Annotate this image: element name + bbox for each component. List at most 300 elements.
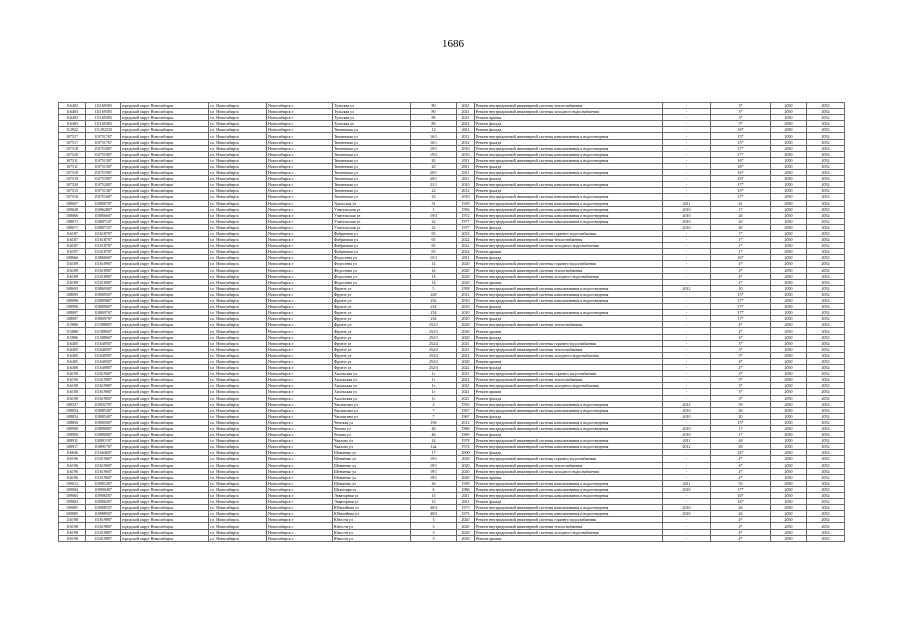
building-id-cell: 116403 (59, 103, 86, 109)
building-id-cell: 107520 (59, 151, 86, 157)
service-years-cell: 3* (711, 377, 771, 383)
house-number-cell: 252/2 (411, 352, 457, 358)
house-number-cell: 19/1 (411, 145, 457, 151)
settlement-cell: г.о. Новосибирск (209, 346, 267, 352)
previous-repair-year-cell: - (663, 322, 711, 328)
build-year-cell: 2020 (457, 328, 475, 334)
build-year-cell: 1967 (457, 413, 475, 419)
plan-end-year-cell: 2052 (807, 456, 845, 462)
municipality-cell: городской округ Новосибирск (121, 340, 209, 346)
building-id-cell: 116187 (59, 237, 86, 243)
building-id-cell: 108067 (59, 200, 86, 206)
house-number-cell: 1г (411, 395, 457, 401)
building-id-cell: 116198 (59, 517, 86, 523)
plan-end-year-cell: 2052 (807, 212, 845, 218)
settlement-cell: г.о. Новосибирск (209, 529, 267, 535)
street-cell: Фрунзе ул (333, 322, 411, 328)
plan-end-year-cell: 2052 (807, 237, 845, 243)
plan-end-year-cell: 2052 (807, 291, 845, 297)
settlement-cell: г.о. Новосибирск (209, 499, 267, 505)
build-year-cell: 2020 (457, 261, 475, 267)
build-year-cell: 2011 (457, 170, 475, 176)
service-years-cell: 3* (711, 109, 771, 115)
work-type-cell: Ремонт внутридомовой инженерной системы холодного водоснабжения (475, 383, 663, 389)
work-type-cell: Ремонт фасада (475, 176, 663, 182)
city-cell: Новосибирск г (267, 450, 333, 456)
plan-end-year-cell: 2052 (807, 334, 845, 340)
table-row (59, 535, 845, 541)
service-years-cell: 4* (711, 267, 771, 273)
plan-end-year-cell: 2052 (807, 511, 845, 517)
street-cell: Тюменская ул (333, 151, 411, 157)
service-years-cell: 4* (711, 273, 771, 279)
work-type-cell: Ремонт внутридомовой инженерной системы канализования и водоотведения (475, 194, 663, 200)
municipality-cell: городской округ Новосибирск (121, 316, 209, 322)
build-year-cell: 2010 (457, 145, 475, 151)
build-year-cell: 1967 (457, 407, 475, 413)
municipality-cell: городской округ Новосибирск (121, 523, 209, 529)
settlement-cell: г.о. Новосибирск (209, 298, 267, 304)
plan-end-year-cell: 2052 (807, 206, 845, 212)
previous-repair-year-cell: - (663, 237, 711, 243)
house-number-cell: 46 (411, 432, 457, 438)
previous-repair-year-cell: - (663, 188, 711, 194)
building-id-cell: 108917 (59, 444, 86, 450)
fias-code-cell: 111618707 (86, 243, 121, 249)
street-cell: Чкалова ул (333, 444, 411, 450)
service-years-cell: 4* (711, 517, 771, 523)
municipality-cell: городской округ Новосибирск (121, 395, 209, 401)
plan-end-year-cell: 2052 (807, 383, 845, 389)
plan-start-year-cell: 2050 (771, 425, 807, 431)
city-cell: Новосибирск г (267, 103, 333, 109)
street-cell: Фрунзе ул (333, 358, 411, 364)
build-year-cell: 2011 (457, 163, 475, 169)
street-cell: Тюменская ул (333, 163, 411, 169)
previous-repair-year-cell: - (663, 176, 711, 182)
service-years-cell: 16* (711, 157, 771, 163)
building-id-cell: 109012 (59, 480, 86, 486)
service-years-cell: 15* (711, 188, 771, 194)
city-cell: Новосибирск г (267, 419, 333, 425)
fias-code-cell: 110890007 (86, 425, 121, 431)
previous-repair-year-cell: - (663, 334, 711, 340)
plan-end-year-cell: 2052 (807, 279, 845, 285)
plan-end-year-cell: 2052 (807, 468, 845, 474)
city-cell: Новосибирск г (267, 383, 333, 389)
previous-repair-year-cell: - (663, 346, 711, 352)
house-number-cell: 1 (411, 206, 457, 212)
municipality-cell: городской округ Новосибирск (121, 322, 209, 328)
building-id-cell: 109628 (59, 206, 86, 212)
street-cell: Фабричная ул (333, 237, 411, 243)
service-years-cell: 2* (711, 365, 771, 371)
build-year-cell: 2010 (457, 194, 475, 200)
build-year-cell: 1955 (457, 401, 475, 407)
plan-end-year-cell: 2052 (807, 413, 845, 419)
fias-code-cell: 110866607 (86, 255, 121, 261)
settlement-cell: г.о. Новосибирск (209, 438, 267, 444)
settlement-cell: г.о. Новосибирск (209, 480, 267, 486)
work-type-cell: Ремонт внутридомовой инженерной системы холодного водоснабжения (475, 109, 663, 115)
building-id-cell: 116405 (59, 358, 86, 364)
previous-repair-year-cell: - (663, 340, 711, 346)
house-number-cell: 252/2 (411, 340, 457, 346)
house-number-cell: 20 (411, 163, 457, 169)
settlement-cell: г.о. Новосибирск (209, 291, 267, 297)
fias-code-cell: 110751907 (86, 176, 121, 182)
settlement-cell: г.о. Новосибирск (209, 328, 267, 334)
previous-repair-year-cell: - (663, 499, 711, 505)
municipality-cell: городской округ Новосибирск (121, 365, 209, 371)
house-number-cell: 14 (411, 279, 457, 285)
build-year-cell: 2012 (457, 419, 475, 425)
build-year-cell: 2021 (457, 389, 475, 395)
fias-code-cell: 111169383 (86, 109, 121, 115)
building-id-cell: 116198 (59, 535, 86, 541)
settlement-cell: г.о. Новосибирск (209, 139, 267, 145)
plan-end-year-cell: 2052 (807, 438, 845, 444)
plan-start-year-cell: 2050 (771, 383, 807, 389)
plan-end-year-cell: 2052 (807, 218, 845, 224)
plan-end-year-cell: 2052 (807, 273, 845, 279)
previous-repair-year-cell: - (663, 279, 711, 285)
house-number-cell: 65 (411, 249, 457, 255)
plan-end-year-cell: 2052 (807, 151, 845, 157)
city-cell: Новосибирск г (267, 334, 333, 340)
house-number-cell: 14 (411, 267, 457, 273)
service-years-cell: 17* (711, 194, 771, 200)
service-years-cell: 3* (711, 340, 771, 346)
plan-start-year-cell: 2050 (771, 103, 807, 109)
municipality-cell: городской округ Новосибирск (121, 438, 209, 444)
work-type-cell: Ремонт фасада (475, 365, 663, 371)
previous-repair-year-cell: 2010 (663, 486, 711, 492)
house-number-cell: 80 (411, 109, 457, 115)
city-cell: Новосибирск г (267, 285, 333, 291)
municipality-cell: городской округ Новосибирск (121, 468, 209, 474)
municipality-cell: городской округ Новосибирск (121, 243, 209, 249)
building-id-cell: 108097 (59, 316, 86, 322)
service-years-cell: 53 (711, 480, 771, 486)
city-cell: Новосибирск г (267, 200, 333, 206)
city-cell: Новосибирск г (267, 322, 333, 328)
service-years-cell: 4* (711, 334, 771, 340)
plan-end-year-cell: 2052 (807, 395, 845, 401)
city-cell: Новосибирск г (267, 298, 333, 304)
building-id-cell: 116403 (59, 109, 86, 115)
fias-code-cell: 111619007 (86, 383, 121, 389)
municipality-cell: городской округ Новосибирск (121, 139, 209, 145)
city-cell: Новосибирск г (267, 456, 333, 462)
build-year-cell: 2020 (457, 279, 475, 285)
plan-start-year-cell: 2050 (771, 365, 807, 371)
plan-start-year-cell: 2050 (771, 273, 807, 279)
street-cell: Хилокская ул (333, 395, 411, 401)
plan-start-year-cell: 2050 (771, 493, 807, 499)
build-year-cell: 1969 (457, 432, 475, 438)
house-number-cell: 14 (411, 438, 457, 444)
plan-start-year-cell: 2050 (771, 395, 807, 401)
plan-end-year-cell: 2052 (807, 462, 845, 468)
fias-code-cell: 110809707 (86, 316, 121, 322)
previous-repair-year-cell: - (663, 352, 711, 358)
house-number-cell: 22 (411, 188, 457, 194)
settlement-cell: г.о. Новосибирск (209, 206, 267, 212)
previous-repair-year-cell: - (663, 316, 711, 322)
house-number-cell: 19/2 (411, 151, 457, 157)
city-cell: Новосибирск г (267, 310, 333, 316)
fias-code-cell: 110809507 (86, 291, 121, 297)
plan-start-year-cell: 2050 (771, 255, 807, 261)
municipality-cell: городской округ Новосибирск (121, 419, 209, 425)
plan-start-year-cell: 2050 (771, 413, 807, 419)
building-id-cell: 108095 (59, 291, 86, 297)
build-year-cell: 2011 (457, 255, 475, 261)
building-id-cell: 107516 (59, 194, 86, 200)
plan-end-year-cell: 2052 (807, 352, 845, 358)
plan-start-year-cell: 2050 (771, 505, 807, 511)
work-type-cell: Ремонт крыши (475, 249, 663, 255)
build-year-cell: 2020 (457, 456, 475, 462)
settlement-cell: г.о. Новосибирск (209, 407, 267, 413)
plan-start-year-cell: 2050 (771, 133, 807, 139)
street-cell: Тюменская ул (333, 188, 411, 194)
building-id-cell: 116187 (59, 249, 86, 255)
building-id-cell: 116189 (59, 273, 86, 279)
house-number-cell: 19/1 (411, 462, 457, 468)
building-id-cell: 112922 (59, 127, 86, 133)
building-id-cell: 108097 (59, 310, 86, 316)
street-cell: Фрунзе ул (333, 304, 411, 310)
building-id-cell: 107520 (59, 182, 86, 188)
house-number-cell: 19/3 (411, 212, 457, 218)
plan-start-year-cell: 2050 (771, 401, 807, 407)
plan-end-year-cell: 2052 (807, 176, 845, 182)
service-years-cell: 4* (711, 456, 771, 462)
work-type-cell: Ремонт внутридомовой инженерной системы горячего водоснабжения (475, 261, 663, 267)
register-body (59, 103, 845, 542)
city-cell: Новосибирск г (267, 127, 333, 133)
city-cell: Новосибирск г (267, 273, 333, 279)
plan-start-year-cell: 2050 (771, 139, 807, 145)
plan-end-year-cell: 2052 (807, 243, 845, 249)
street-cell: Фрунзе ул (333, 291, 411, 297)
building-id-cell: 116403 (59, 121, 86, 127)
city-cell: Новосибирск г (267, 505, 333, 511)
fias-code-cell: 110751907 (86, 170, 121, 176)
plan-end-year-cell: 2052 (807, 419, 845, 425)
work-type-cell: Ремонт внутридомовой инженерной системы теплоснабжения (475, 346, 663, 352)
municipality-cell: городской округ Новосибирск (121, 511, 209, 517)
fias-code-cell: 110906507 (86, 493, 121, 499)
building-id-cell: 116187 (59, 230, 86, 236)
plan-start-year-cell: 2050 (771, 444, 807, 450)
plan-start-year-cell: 2050 (771, 151, 807, 157)
plan-start-year-cell: 2050 (771, 328, 807, 334)
work-type-cell: Ремонт внутридомовой инженерной системы холодного водоснабжения (475, 468, 663, 474)
municipality-cell: городской округ Новосибирск (121, 157, 209, 163)
street-cell: Тюменская ул (333, 157, 411, 163)
fias-code-cell: 110901207 (86, 480, 121, 486)
municipality-cell: городской округ Новосибирск (121, 505, 209, 511)
plan-end-year-cell: 2052 (807, 377, 845, 383)
street-cell: Фрунзе ул (333, 365, 411, 371)
previous-repair-year-cell: - (663, 365, 711, 371)
street-cell: Учительская ул (333, 212, 411, 218)
previous-repair-year-cell: 2010 (663, 425, 711, 431)
fias-code-cell: 110806707 (86, 200, 121, 206)
municipality-cell: городской округ Новосибирск (121, 249, 209, 255)
house-number-cell: 252/1 (411, 322, 457, 328)
build-year-cell: 2020 (457, 462, 475, 468)
street-cell: Шекспира ул (333, 486, 411, 492)
work-type-cell: Ремонт внутридомовой инженерной системы канализования и водоотведения (475, 401, 663, 407)
work-type-cell: Ремонт фасада (475, 224, 663, 230)
fias-code-cell: 111169383 (86, 115, 121, 121)
settlement-cell: г.о. Новосибирск (209, 237, 267, 243)
fias-code-cell: 111619807 (86, 517, 121, 523)
municipality-cell: городской округ Новосибирск (121, 352, 209, 358)
service-years-cell: 4* (711, 535, 771, 541)
service-years-cell: 59 (711, 401, 771, 407)
settlement-cell: г.о. Новосибирск (209, 371, 267, 377)
work-type-cell: Ремонт внутридомовой инженерной системы канализования и водоотведения (475, 170, 663, 176)
fias-code-cell: 111588607 (86, 334, 121, 340)
work-type-cell: Ремонт внутридомовой инженерной системы канализования и водоотведения (475, 493, 663, 499)
plan-end-year-cell: 2052 (807, 267, 845, 273)
city-cell: Новосибирск г (267, 371, 333, 377)
city-cell: Новосибирск г (267, 170, 333, 176)
building-id-cell: 116405 (59, 346, 86, 352)
house-number-cell: 19/1 (411, 468, 457, 474)
work-type-cell: Ремонт крыши (475, 115, 663, 121)
settlement-cell: г.о. Новосибирск (209, 145, 267, 151)
service-years-cell: 26 (711, 212, 771, 218)
municipality-cell: городской округ Новосибирск (121, 267, 209, 273)
city-cell: Новосибирск г (267, 425, 333, 431)
build-year-cell: 2010 (457, 182, 475, 188)
house-number-cell: 252/1 (411, 328, 457, 334)
previous-repair-year-cell: - (663, 419, 711, 425)
previous-repair-year-cell: - (663, 377, 711, 383)
work-type-cell: Ремонт крыши (475, 279, 663, 285)
fias-code-cell: 110885407 (86, 413, 121, 419)
previous-repair-year-cell: - (663, 255, 711, 261)
plan-end-year-cell: 2052 (807, 285, 845, 291)
plan-start-year-cell: 2050 (771, 371, 807, 377)
city-cell: Новосибирск г (267, 163, 333, 169)
house-number-cell: 13 (411, 499, 457, 505)
plan-start-year-cell: 2050 (771, 462, 807, 468)
street-cell: Уральская ул (333, 200, 411, 206)
service-years-cell: 4* (711, 279, 771, 285)
house-number-cell: 31 (411, 200, 457, 206)
service-years-cell: 17 (711, 432, 771, 438)
plan-end-year-cell: 2052 (807, 444, 845, 450)
work-type-cell: Ремонт фасада (475, 334, 663, 340)
street-cell: Фрунзе ул (333, 328, 411, 334)
fias-code-cell: 111169383 (86, 103, 121, 109)
plan-start-year-cell: 2050 (771, 304, 807, 310)
previous-repair-year-cell: - (663, 298, 711, 304)
settlement-cell: г.о. Новосибирск (209, 365, 267, 371)
municipality-cell: городской округ Новосибирск (121, 261, 209, 267)
house-number-cell: 14 (411, 273, 457, 279)
house-number-cell: 46 (411, 425, 457, 431)
fias-code-cell: 111640807 (86, 365, 121, 371)
city-cell: Новосибирск г (267, 395, 333, 401)
work-type-cell: Ремонт внутридомовой инженерной системы горячего водоснабжения (475, 230, 663, 236)
street-cell: Чехова ул (333, 432, 411, 438)
service-years-cell: 17* (711, 145, 771, 151)
city-cell: Новосибирск г (267, 517, 333, 523)
settlement-cell: г.о. Новосибирск (209, 261, 267, 267)
house-number-cell: 252/2 (411, 358, 457, 364)
previous-repair-year-cell: - (663, 145, 711, 151)
building-id-cell: 116189 (59, 267, 86, 273)
work-type-cell: Ремонт фасада (475, 450, 663, 456)
settlement-cell: г.о. Новосибирск (209, 212, 267, 218)
house-number-cell: 7 (411, 407, 457, 413)
settlement-cell: г.о. Новосибирск (209, 188, 267, 194)
plan-start-year-cell: 2050 (771, 419, 807, 425)
service-years-cell: 26 (711, 505, 771, 511)
city-cell: Новосибирск г (267, 529, 333, 535)
previous-repair-year-cell: 2010 (663, 206, 711, 212)
work-type-cell: Ремонт внутридомовой инженерной системы теплоснабжения (475, 267, 663, 273)
plan-end-year-cell: 2052 (807, 529, 845, 535)
house-number-cell: 80 (411, 103, 457, 109)
street-cell: Федосеева ул (333, 273, 411, 279)
work-type-cell: Ремонт внутридомовой инженерной системы канализования и водоотведения (475, 200, 663, 206)
building-id-cell: 107517 (59, 133, 86, 139)
service-years-cell: 3* (711, 383, 771, 389)
plan-end-year-cell: 2052 (807, 371, 845, 377)
service-years-cell: 4* (711, 529, 771, 535)
street-cell: Фрунзе ул (333, 316, 411, 322)
settlement-cell: г.о. Новосибирск (209, 157, 267, 163)
city-cell: Новосибирск г (267, 121, 333, 127)
municipality-cell: городской округ Новосибирск (121, 115, 209, 121)
settlement-cell: г.о. Новосибирск (209, 456, 267, 462)
fias-code-cell: 110962807 (86, 206, 121, 212)
service-years-cell: 26 (711, 438, 771, 444)
building-id-cell: 107519 (59, 176, 86, 182)
previous-repair-year-cell: - (663, 395, 711, 401)
settlement-cell: г.о. Новосибирск (209, 310, 267, 316)
settlement-cell: г.о. Новосибирск (209, 170, 267, 176)
settlement-cell: г.о. Новосибирск (209, 450, 267, 456)
street-cell: Федосеева ул (333, 255, 411, 261)
plan-start-year-cell: 2050 (771, 188, 807, 194)
fias-code-cell: 110809607 (86, 298, 121, 304)
city-cell: Новосибирск г (267, 389, 333, 395)
plan-start-year-cell: 2050 (771, 261, 807, 267)
municipality-cell: городской округ Новосибирск (121, 310, 209, 316)
house-number-cell: 252/1 (411, 334, 457, 340)
settlement-cell: г.о. Новосибирск (209, 133, 267, 139)
municipality-cell: городской округ Новосибирск (121, 425, 209, 431)
service-years-cell: 4* (711, 328, 771, 334)
service-years-cell: 16* (711, 163, 771, 169)
service-years-cell: 24* (711, 450, 771, 456)
settlement-cell: г.о. Новосибирск (209, 163, 267, 169)
street-cell: Экваторная ул (333, 493, 411, 499)
fias-code-cell: 111619007 (86, 389, 121, 395)
municipality-cell: городской округ Новосибирск (121, 291, 209, 297)
fias-code-cell: 111640507 (86, 352, 121, 358)
